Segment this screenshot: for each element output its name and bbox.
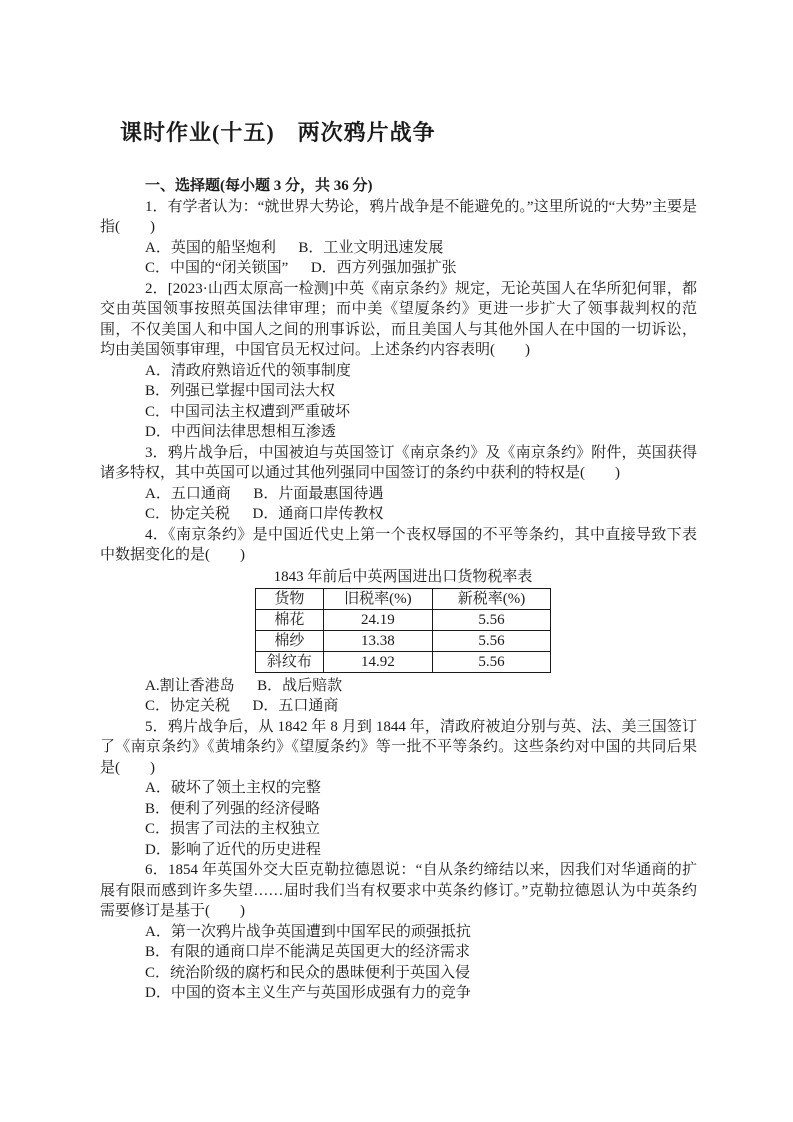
tariff-cell-goods: 斜纹布 <box>256 651 324 672</box>
tariff-table <box>255 588 551 673</box>
question-1 <box>100 197 697 279</box>
tariff-header-old-rate: 旧税率(%) <box>323 588 432 609</box>
question-3-options-line-1 <box>100 484 697 505</box>
question-1-options-line-1 <box>100 238 697 259</box>
question-3-options-line-2 <box>100 504 697 525</box>
question-4-stem: 4．《南京条约》是中国近代史上第一个丧权辱国的不平等条约，其中直接导致下表中数据变化的是( ) <box>100 526 697 563</box>
question-6-option-c: C．统治阶级的腐朽和民众的愚昧便利于英国入侵 <box>145 964 471 981</box>
question-6-option-d: D．中国的资本主义生产与英国形成强有力的竞争 <box>145 985 471 1001</box>
question-5-stem: 5．鸦片战争后，从 1842 年 8 月到 1844 年，清政府被迫分别与英、法、美三国签订了《南京条约》《黄埔条约》《望厦条约》等一批不平等条约。这些条约对中国的共同后果是( ) <box>100 718 697 776</box>
section-heading: 一、选择题(每小题 3 分，共 36 分) <box>145 178 373 194</box>
question-2-stem: 2．[2023·山西太原高一检测]中英《南京条约》规定，无论英国人在华所犯何罪，都交由英国领事按照英国法律审理；而中美《望厦条约》更进一步扩大了领事裁判权的范围，不仅美国人和中国人之间的刑事诉讼，而且美国人与其他外国人在中国的一切诉讼，均由美国领事审理，中国官员无权过问。上述条约内容表明( ) <box>100 280 697 358</box>
tariff-cell-old-rate: 13.38 <box>323 630 432 651</box>
question-3-option-d: D．通商口岸传教权 <box>252 506 384 522</box>
question-4-option-c: C．协定关税 <box>145 698 231 714</box>
question-3-option-a: A．五口通商 <box>145 485 231 502</box>
question-4-option-b: B．战后赔款 <box>257 677 343 694</box>
tariff-row-twill <box>256 651 551 672</box>
question-5 <box>100 717 697 861</box>
tariff-table-header-row <box>256 588 551 609</box>
tariff-cell-goods: 棉纱 <box>256 630 324 651</box>
question-3-option-b: B．片面最惠国待遇 <box>253 485 384 502</box>
question-3 <box>100 443 697 525</box>
question-1-option-c: C．中国的“闭关锁国” <box>145 260 289 276</box>
question-2-option-d: D．中西间法律思想相互渗透 <box>145 424 336 440</box>
tariff-header-new-rate: 新税率(%) <box>432 588 550 609</box>
tariff-cell-old-rate: 14.92 <box>323 651 432 672</box>
tariff-cell-new-rate: 5.56 <box>432 630 550 651</box>
question-2-option-c: C．中国司法主权遭到严重破坏 <box>145 403 351 420</box>
question-1-stem: 1．有学者认为：“就世界大势论，鸦片战争是不能避免的。”这里所说的“大势”主要是指( ) <box>100 198 697 235</box>
question-1-option-b: B．工业文明迅速发展 <box>298 239 444 256</box>
question-1-option-d: D．西方列强加强扩张 <box>310 260 457 276</box>
question-1-option-a: A．英国的船坚炮利 <box>145 239 276 256</box>
question-3-option-c: C．协定关税 <box>145 506 231 522</box>
tariff-table-block <box>255 567 551 673</box>
question-5-option-b: B．便利了列强的经济侵略 <box>145 800 321 817</box>
question-6-stem: 6．1854 年英国外交大臣克勒拉德恩说：“自从条约缔结以来，因我们对华通商的扩展有限而感到许多失望……届时我们当有权要求中英条约修订。”克勒拉德恩认为中英条约需要修订是基于( ) <box>100 862 697 919</box>
question-4 <box>100 525 697 717</box>
tariff-cell-old-rate: 24.19 <box>323 609 432 630</box>
question-5-option-d: D．影响了近代的历史进程 <box>145 841 321 858</box>
question-2-option-b: B．列强已掌握中国司法大权 <box>145 383 336 399</box>
question-6-option-a: A．第一次鸦片战争英国遭到中国军民的顽强抵抗 <box>145 923 471 940</box>
tariff-cell-goods: 棉花 <box>256 609 324 630</box>
tariff-row-yarn <box>256 630 551 651</box>
question-4-options-line-1 <box>100 676 697 697</box>
question-2-option-a: A．清政府熟谙近代的领事制度 <box>145 362 351 379</box>
tariff-row-cotton <box>256 609 551 630</box>
question-4-option-a: A.割让香港岛 <box>145 677 235 694</box>
tariff-table-title: 1843 年前后中英两国进出口货物税率表 <box>273 568 533 585</box>
question-6-option-b: B．有限的通商口岸不能满足英国更大的经济需求 <box>145 944 471 960</box>
page-title: 课时作业(十五) 两次鸦片战争 <box>120 120 436 145</box>
question-2 <box>100 279 697 443</box>
question-4-option-d: D．五口通商 <box>252 698 339 714</box>
question-6 <box>100 860 697 1004</box>
question-5-option-c: C．损害了司法的主权独立 <box>145 821 321 837</box>
tariff-cell-new-rate: 5.56 <box>432 651 550 672</box>
question-3-stem: 3．鸦片战争后，中国被迫与英国签订《南京条约》及《南京条约》附件，英国获得诸多特权，其中英国可以通过其他列强同中国签订的条约中获利的特权是( ) <box>100 444 697 481</box>
tariff-header-goods: 货物 <box>256 588 324 609</box>
question-1-options-line-2 <box>100 258 697 279</box>
question-4-options-line-2 <box>100 696 697 717</box>
tariff-cell-new-rate: 5.56 <box>432 609 550 630</box>
question-5-option-a: A．破坏了领土主权的完整 <box>145 780 321 796</box>
